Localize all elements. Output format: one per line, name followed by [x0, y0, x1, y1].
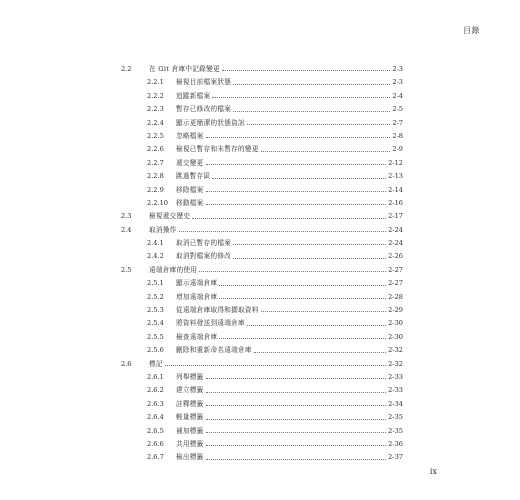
toc-dot-leader — [206, 419, 387, 420]
toc-entry-title: 輕量標籤 — [176, 413, 204, 422]
toc-entry-title: 追蹤新檔案 — [176, 91, 211, 100]
toc-subsection-entry — [121, 451, 403, 464]
toc-entry-page: 2-30 — [388, 332, 403, 341]
toc-entry-number: 2.6.1 — [147, 372, 164, 381]
toc-dot-leader — [206, 392, 387, 393]
toc-entry-page: 2-28 — [388, 292, 403, 301]
toc-entry-title: 移除檔案 — [176, 185, 204, 194]
toc-entry-number: 2.4 — [121, 225, 132, 234]
toc-subsection-entry — [121, 157, 403, 170]
toc-subsection-entry — [121, 398, 403, 411]
toc-subsection-entry — [121, 197, 403, 210]
toc-entry-page: 2-30 — [388, 319, 403, 328]
toc-entry-page: 2-36 — [388, 439, 403, 448]
toc-dot-leader — [261, 151, 391, 152]
toc-section-entry — [121, 224, 403, 237]
toc-entry-title: 檢視遞交歷史 — [149, 212, 191, 221]
toc-subsection-entry — [121, 291, 403, 304]
toc-entry-number: 2.2.1 — [147, 78, 164, 87]
toc-entry-title: 建立標籤 — [176, 386, 204, 395]
toc-entry-number: 2.6.2 — [147, 386, 164, 395]
toc-entry-page: 2-3 — [392, 65, 403, 73]
toc-entry-title: 從遠端倉庫取得和擷取資料 — [176, 306, 259, 315]
toc-dot-leader — [192, 218, 386, 219]
toc-subsection-entry — [121, 103, 403, 116]
toc-dot-leader — [206, 137, 391, 138]
toc-entry-title: 補加標籤 — [176, 426, 204, 435]
toc-dot-leader — [212, 97, 390, 98]
toc-entry-page: 2-13 — [388, 172, 403, 181]
toc-dot-leader — [179, 231, 387, 232]
toc-section-entry — [121, 358, 403, 371]
toc-dot-leader — [165, 365, 386, 366]
toc-entry-title: 顯示遠端倉庫 — [176, 279, 218, 288]
toc-entry-page: 2-29 — [388, 306, 403, 315]
toc-entry-page: 2-34 — [388, 399, 403, 408]
toc-entry-number: 2.6.4 — [147, 413, 164, 422]
toc-entry-page: 2-37 — [388, 453, 403, 462]
toc-entry-number: 2.2.3 — [147, 105, 164, 114]
toc-entry-page: 2-9 — [392, 145, 403, 154]
toc-entry-title: 將資料發送到遠端倉庫 — [176, 319, 245, 328]
toc-subsection-entry — [121, 250, 403, 263]
toc-entry-title: 刪除和重新命名遠端倉庫 — [176, 346, 252, 355]
toc-subsection-entry — [121, 331, 403, 344]
toc-entry-number: 2.6 — [121, 359, 132, 368]
toc-entry-page: 2-33 — [388, 372, 403, 381]
toc-dot-leader — [206, 191, 387, 192]
toc-subsection-entry — [121, 184, 403, 197]
toc-entry-page: 2-35 — [388, 426, 403, 435]
toc-entry-title: 暫存已修改的檔案 — [176, 105, 232, 114]
toc-entry-number: 2.5.4 — [147, 319, 164, 328]
toc-entry-page: 2-27 — [388, 279, 403, 288]
toc-section-entry — [121, 63, 403, 76]
page-number: ix — [429, 467, 437, 476]
toc-entry-number: 2.6.7 — [147, 453, 164, 462]
toc-subsection-entry — [121, 90, 403, 103]
toc-dot-leader — [219, 298, 386, 299]
toc-dot-leader — [206, 445, 387, 446]
toc-dot-leader — [206, 459, 387, 460]
toc-dot-leader — [233, 111, 390, 112]
toc-subsection-entry — [121, 344, 403, 357]
toc-entry-title: 遞交變更 — [176, 158, 204, 167]
toc-dot-leader — [247, 124, 390, 125]
toc-subsection-entry — [121, 130, 403, 143]
toc-entry-number: 2.2.8 — [147, 172, 164, 181]
toc-dot-leader — [206, 378, 387, 379]
toc-entry-title: 檢視已暫存和未暫存的變更 — [176, 145, 259, 154]
toc-entry-number: 2.2.4 — [147, 118, 164, 127]
toc-entry-page: 2-26 — [388, 252, 403, 261]
toc-entry-title: 顯示更簡潔的狀態資訊 — [176, 118, 245, 127]
toc-section-entry — [121, 210, 403, 223]
toc-entry-number: 2.3 — [121, 212, 132, 221]
table-of-contents — [121, 63, 403, 465]
toc-entry-page: 2-16 — [388, 198, 403, 207]
toc-entry-title: 忽略檔案 — [176, 131, 204, 140]
toc-dot-leader — [206, 405, 387, 406]
toc-subsection-entry — [121, 76, 403, 89]
toc-entry-title: 共用標籤 — [176, 439, 204, 448]
toc-entry-page: 2-3 — [392, 78, 403, 87]
toc-subsection-entry — [121, 438, 403, 451]
toc-entry-page: 2-33 — [388, 386, 403, 395]
toc-dot-leader — [206, 204, 387, 205]
toc-entry-page: 2-24 — [388, 239, 403, 248]
toc-entry-title: 增加遠端倉庫 — [176, 292, 218, 301]
toc-entry-title: 取消已暫存的檔案 — [176, 239, 232, 248]
toc-entry-page: 2-8 — [392, 131, 403, 140]
toc-entry-number: 2.5.6 — [147, 346, 164, 355]
toc-entry-page: 2-35 — [388, 413, 403, 422]
toc-dot-leader — [206, 432, 387, 433]
toc-subsection-entry — [121, 237, 403, 250]
toc-entry-number: 2.5.5 — [147, 332, 164, 341]
toc-entry-number: 2.2.7 — [147, 158, 164, 167]
toc-entry-title: 列舉標籤 — [176, 372, 204, 381]
toc-subsection-entry — [121, 117, 403, 130]
toc-entry-title: 檢查遠端倉庫 — [176, 332, 218, 341]
toc-dot-leader — [219, 338, 386, 339]
toc-dot-leader — [199, 271, 386, 272]
toc-entry-title: 標記 — [149, 359, 163, 368]
toc-dot-leader — [261, 311, 386, 312]
toc-entry-number: 2.2.2 — [147, 91, 164, 100]
toc-entry-number: 2.4.1 — [147, 239, 164, 248]
toc-dot-leader — [233, 258, 386, 259]
toc-entry-title: 跳過暫存區 — [176, 172, 211, 181]
toc-subsection-entry — [121, 143, 403, 156]
toc-entry-title: 取消對檔案的修改 — [176, 252, 232, 261]
toc-dot-leader — [233, 84, 390, 85]
toc-dot-leader — [247, 325, 386, 326]
toc-entry-number: 2.2.10 — [147, 198, 168, 207]
toc-entry-page: 2-32 — [388, 346, 403, 355]
toc-entry-page: 2-7 — [392, 118, 403, 127]
toc-entry-page: 2-24 — [388, 225, 403, 234]
toc-section-entry — [121, 264, 403, 277]
toc-subsection-entry — [121, 170, 403, 183]
toc-entry-title: 檢出標籤 — [176, 453, 204, 462]
toc-subsection-entry — [121, 384, 403, 397]
toc-entry-number: 2.5.1 — [147, 279, 164, 288]
toc-entry-title: 檢視目前檔案狀態 — [176, 78, 232, 87]
toc-entry-title: 取消操作 — [149, 225, 177, 234]
toc-entry-number: 2.4.2 — [147, 252, 164, 261]
toc-subsection-entry — [121, 277, 403, 290]
toc-entry-number: 2.2.6 — [147, 145, 164, 154]
toc-entry-page: 2-5 — [392, 105, 403, 114]
toc-subsection-entry — [121, 304, 403, 317]
toc-entry-number: 2.5.2 — [147, 292, 164, 301]
toc-subsection-entry — [121, 317, 403, 330]
toc-dot-leader — [212, 178, 386, 179]
toc-entry-page: 2-14 — [388, 185, 403, 194]
toc-entry-page: 2-32 — [388, 359, 403, 368]
toc-entry-page: 2-27 — [388, 265, 403, 274]
toc-entry-number: 2.2.5 — [147, 131, 164, 140]
toc-entry-title: 在 Git 倉庫中記錄變更 — [149, 65, 220, 73]
toc-entry-number: 2.2.9 — [147, 185, 164, 194]
toc-subsection-entry — [121, 371, 403, 384]
toc-dot-leader — [222, 70, 391, 71]
toc-entry-number: 2.6.3 — [147, 399, 164, 408]
toc-subsection-entry — [121, 425, 403, 438]
toc-subsection-entry — [121, 411, 403, 424]
toc-dot-leader — [219, 285, 386, 286]
toc-entry-number: 2.5.3 — [147, 306, 164, 315]
toc-entry-number: 2.2 — [121, 65, 132, 73]
toc-entry-page: 2-17 — [388, 212, 403, 221]
toc-entry-number: 2.5 — [121, 265, 132, 274]
toc-dot-leader — [206, 164, 387, 165]
toc-entry-title: 移動檔案 — [176, 198, 204, 207]
toc-dot-leader — [254, 352, 386, 353]
toc-entry-page: 2-12 — [388, 158, 403, 167]
running-header-title: 目錄 — [463, 26, 480, 35]
toc-entry-title: 註釋標籤 — [176, 399, 204, 408]
toc-entry-page: 2-4 — [392, 91, 403, 100]
toc-dot-leader — [233, 244, 386, 245]
toc-entry-title: 遠端倉庫的使用 — [149, 265, 198, 274]
toc-entry-number: 2.6.5 — [147, 426, 164, 435]
toc-entry-number: 2.6.6 — [147, 439, 164, 448]
